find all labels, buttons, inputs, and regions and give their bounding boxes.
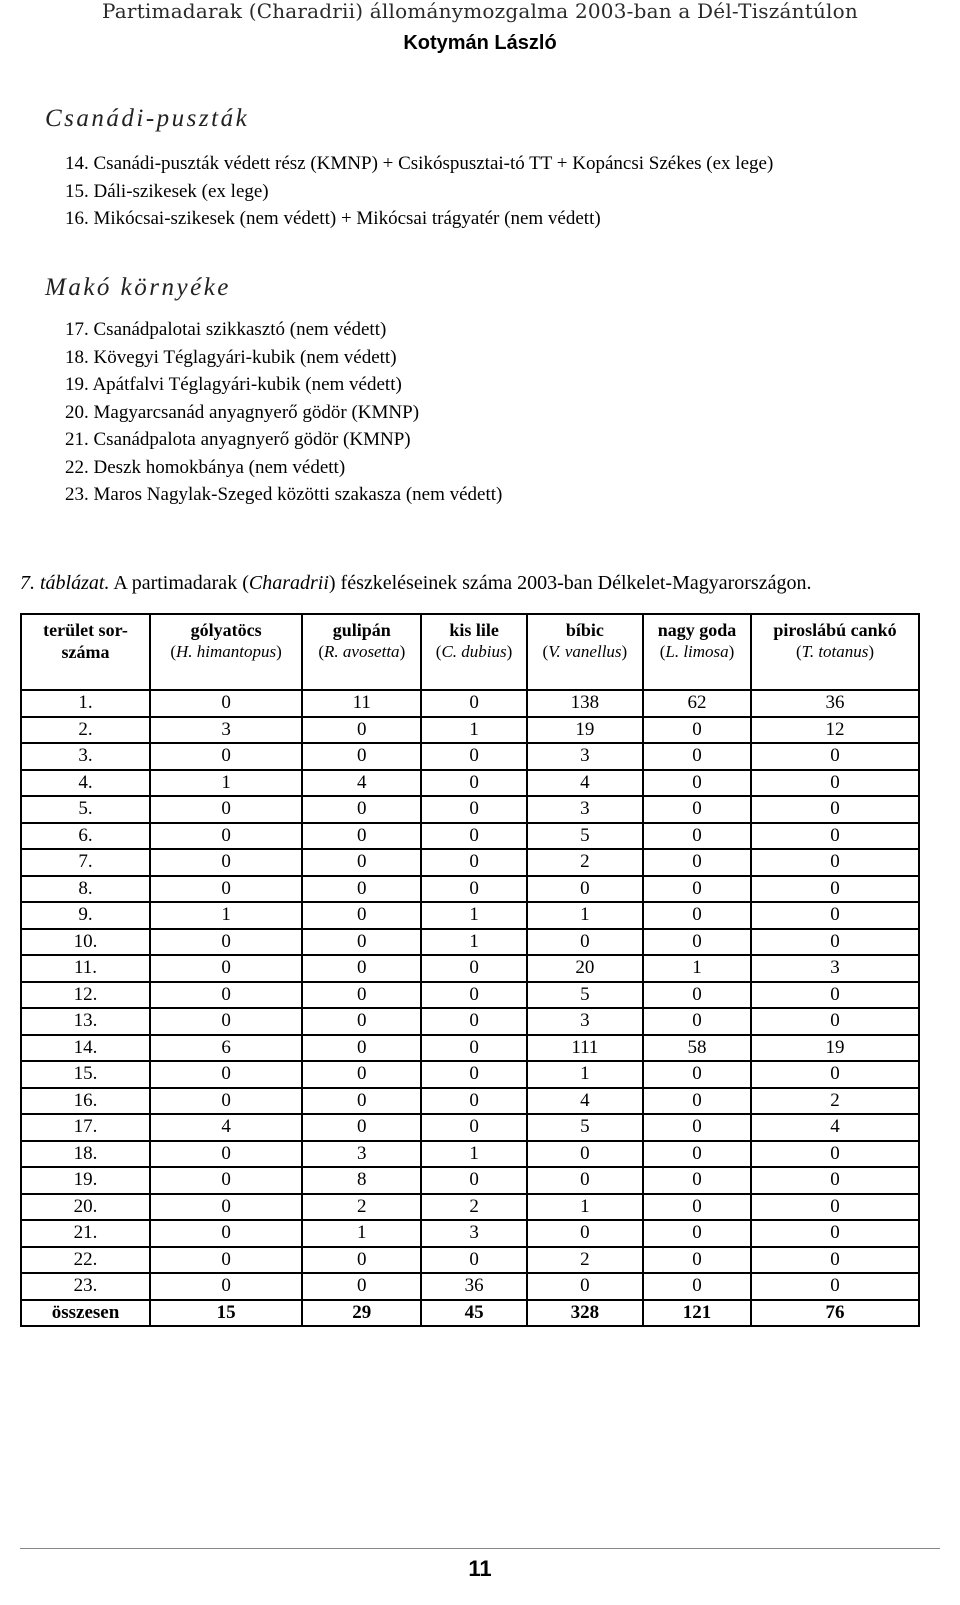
table-cell: 0 <box>302 1035 421 1062</box>
table-cell: 2 <box>421 1194 526 1221</box>
table-cell: 5 <box>527 982 643 1009</box>
table-cell: 1 <box>150 770 302 797</box>
table-cell: 0 <box>643 770 751 797</box>
section-heading: Csanádi-puszták <box>45 105 250 132</box>
table-cell: 0 <box>150 1088 302 1115</box>
table-row <box>21 1194 919 1221</box>
table-cell: 1 <box>150 902 302 929</box>
table-cell: 0 <box>302 849 421 876</box>
table-cell: 3 <box>421 1220 526 1247</box>
caption-text: A partimadarak ( <box>109 572 249 594</box>
table-cell: 3 <box>150 717 302 744</box>
table-row <box>21 982 919 1009</box>
table-cell: 1 <box>527 1061 643 1088</box>
row-number-cell: 21. <box>21 1220 150 1247</box>
table-cell: 0 <box>643 1220 751 1247</box>
table-cell: 0 <box>150 876 302 903</box>
table-cell: 0 <box>751 743 919 770</box>
table-row <box>21 1141 919 1168</box>
table-cell: 0 <box>150 823 302 850</box>
running-title: Partimadarak (Charadrii) állománymozgalma 2003-ban a Dél-Tiszántúlon <box>102 0 858 23</box>
table-cell: 0 <box>150 1141 302 1168</box>
table-cell: 4 <box>527 770 643 797</box>
table-cell: 5 <box>527 823 643 850</box>
column-header-name: kis lile <box>449 620 499 640</box>
table-cell: 0 <box>302 929 421 956</box>
table-cell: 0 <box>751 1220 919 1247</box>
table-cell: 1 <box>302 1220 421 1247</box>
table-row <box>21 1273 919 1300</box>
column-header <box>751 614 919 690</box>
table-row <box>21 1114 919 1141</box>
table-cell: 0 <box>421 823 526 850</box>
table-cell: 0 <box>527 1273 643 1300</box>
total-cell: 328 <box>527 1300 643 1327</box>
column-header-scientific-name: (R. avosetta) <box>318 642 406 661</box>
table-cell: 0 <box>643 876 751 903</box>
table-cell: 4 <box>302 770 421 797</box>
table-cell: 0 <box>643 1247 751 1274</box>
list-item: 22. Deszk homokbánya (nem védett) <box>65 456 346 478</box>
site-list <box>45 151 925 234</box>
table-cell: 0 <box>643 717 751 744</box>
page-number: 11 <box>468 1556 492 1581</box>
table-cell: 0 <box>150 1167 302 1194</box>
table-cell: 8 <box>302 1167 421 1194</box>
table-cell: 0 <box>421 743 526 770</box>
row-number-cell: 14. <box>21 1035 150 1062</box>
scientific-name-text: R. avosetta <box>324 642 400 661</box>
table-cell: 1 <box>421 902 526 929</box>
table-cell: 12 <box>751 717 919 744</box>
total-cell: 76 <box>751 1300 919 1327</box>
table-cell: 0 <box>643 982 751 1009</box>
row-number-cell: 13. <box>21 1008 150 1035</box>
table-cell: 3 <box>527 796 643 823</box>
total-cell: 29 <box>302 1300 421 1327</box>
caption-lead: 7. táblázat. <box>20 572 110 594</box>
table-cell: 0 <box>751 1141 919 1168</box>
row-number-cell: 19. <box>21 1167 150 1194</box>
table-cell: 4 <box>751 1114 919 1141</box>
list-item: 20. Magyarcsanád anyagnyerő gödör (KMNP) <box>65 401 420 423</box>
table-cell: 0 <box>421 770 526 797</box>
row-number-cell: 1. <box>21 690 150 717</box>
table-cell: 4 <box>150 1114 302 1141</box>
table-row <box>21 743 919 770</box>
row-number-cell: 6. <box>21 823 150 850</box>
table-row <box>21 955 919 982</box>
row-number-cell: 23. <box>21 1273 150 1300</box>
table-cell: 0 <box>643 743 751 770</box>
column-header-scientific-name: (T. totanus) <box>795 642 875 661</box>
running-author: Kotymán László <box>403 32 557 54</box>
table-cell: 0 <box>150 1061 302 1088</box>
table-cell: 3 <box>527 743 643 770</box>
table-cell: 0 <box>643 929 751 956</box>
table-cell: 3 <box>302 1141 421 1168</box>
row-number-cell: 3. <box>21 743 150 770</box>
table-cell: 2 <box>302 1194 421 1221</box>
column-header-name: bíbic <box>565 620 604 640</box>
table-cell: 0 <box>751 796 919 823</box>
table-cell: 0 <box>643 823 751 850</box>
table-cell: 0 <box>751 1247 919 1274</box>
row-number-cell: 12. <box>21 982 150 1009</box>
table-cell: 36 <box>751 690 919 717</box>
table-cell: 0 <box>643 902 751 929</box>
list-item: 18. Kövegyi Téglagyári-kubik (nem védett) <box>65 346 397 368</box>
list-item: 14. Csanádi-puszták védett rész (KMNP) + Csikóspusztai-tó TT + Kopáncsi Székes (ex lege) <box>65 153 774 174</box>
list-item: 23. Maros Nagylak-Szeged közötti szakasza (nem védett) <box>65 484 503 505</box>
table-row <box>21 1220 919 1247</box>
table-cell: 0 <box>150 743 302 770</box>
table-header-row <box>21 614 919 690</box>
table-row <box>21 902 919 929</box>
row-number-cell: 11. <box>21 955 150 982</box>
site-list <box>45 317 925 510</box>
column-header <box>21 614 150 690</box>
table-cell: 0 <box>527 876 643 903</box>
row-number-cell: 22. <box>21 1247 150 1274</box>
column-header <box>643 614 751 690</box>
total-row <box>21 1300 919 1327</box>
row-number-cell: 8. <box>21 876 150 903</box>
table-cell: 0 <box>421 690 526 717</box>
table-cell: 0 <box>302 1247 421 1274</box>
column-header <box>150 614 302 690</box>
table-cell: 1 <box>421 929 526 956</box>
table-cell: 0 <box>751 849 919 876</box>
table-row <box>21 1247 919 1274</box>
row-number-cell: 10. <box>21 929 150 956</box>
column-header-name: piroslábú cankó <box>773 620 897 640</box>
scientific-name-text: V. vanellus <box>548 642 622 661</box>
row-number-cell: 17. <box>21 1114 150 1141</box>
total-cell: 45 <box>421 1300 526 1327</box>
table-cell: 1 <box>643 955 751 982</box>
table-cell: 2 <box>527 849 643 876</box>
section-heading: Makó környéke <box>45 274 231 301</box>
total-label-cell: összesen <box>21 1300 150 1327</box>
table-row <box>21 796 919 823</box>
table-row <box>21 823 919 850</box>
table-cell: 0 <box>751 902 919 929</box>
row-number-cell: 5. <box>21 796 150 823</box>
table-cell: 3 <box>527 1008 643 1035</box>
table-cell: 0 <box>643 1061 751 1088</box>
table-cell: 0 <box>751 1273 919 1300</box>
table-cell: 0 <box>421 1114 526 1141</box>
total-cell: 121 <box>643 1300 751 1327</box>
table-cell: 1 <box>421 1141 526 1168</box>
table-cell: 5 <box>527 1114 643 1141</box>
table-cell: 0 <box>751 1061 919 1088</box>
table-cell: 36 <box>421 1273 526 1300</box>
table-cell: 0 <box>643 1273 751 1300</box>
table-cell: 3 <box>751 955 919 982</box>
table-cell: 0 <box>643 796 751 823</box>
column-header-scientific-name: (H. himantopus) <box>170 642 282 661</box>
table-row <box>21 717 919 744</box>
caption-text-end: ) fészkeléseinek száma 2003-ban Délkelet-Magyarországon. <box>328 572 812 594</box>
table-cell: 0 <box>421 1088 526 1115</box>
table-cell: 0 <box>302 982 421 1009</box>
table-cell: 0 <box>527 1167 643 1194</box>
column-header-name: terület sor-száma <box>43 620 128 662</box>
table-cell: 0 <box>643 849 751 876</box>
table-row <box>21 1008 919 1035</box>
column-header <box>302 614 421 690</box>
table-body <box>21 690 919 1326</box>
list-item: 17. Csanádpalotai szikkasztó (nem védett) <box>65 319 387 340</box>
list-item: 15. Dáli-szikesek (ex lege) <box>65 180 269 202</box>
table-row <box>21 849 919 876</box>
table-cell: 0 <box>302 796 421 823</box>
list-item: 19. Apátfalvi Téglagyári-kubik (nem védett) <box>65 374 402 395</box>
section-csanadi-pusztak <box>45 105 925 234</box>
table-cell: 0 <box>302 955 421 982</box>
column-header-scientific-name: (L. limosa) <box>659 642 735 661</box>
row-number-cell: 4. <box>21 770 150 797</box>
table-cell: 0 <box>302 1061 421 1088</box>
table-cell: 0 <box>751 1194 919 1221</box>
row-number-cell: 2. <box>21 717 150 744</box>
list-item: 16. Mikócsai-szikesek (nem védett) + Mikócsai trágyatér (nem védett) <box>65 208 601 229</box>
table-cell: 0 <box>421 796 526 823</box>
row-number-cell: 18. <box>21 1141 150 1168</box>
column-header-name: gólyatöcs <box>190 620 262 640</box>
table-cell: 0 <box>302 1273 421 1300</box>
table-cell: 0 <box>751 770 919 797</box>
table-cell: 1 <box>527 902 643 929</box>
table-cell: 0 <box>751 982 919 1009</box>
row-number-cell: 16. <box>21 1088 150 1115</box>
table-cell: 0 <box>421 982 526 1009</box>
table-cell: 1 <box>527 1194 643 1221</box>
table-cell: 0 <box>527 1220 643 1247</box>
table-cell: 20 <box>527 955 643 982</box>
table-row <box>21 929 919 956</box>
list-item: 21. Csanádpalota anyagnyerő gödör (KMNP) <box>65 429 411 450</box>
scientific-name-text: T. totanus <box>801 642 869 661</box>
table-cell: 0 <box>643 1167 751 1194</box>
table-cell: 0 <box>150 1247 302 1274</box>
table-cell: 0 <box>302 743 421 770</box>
table-cell: 0 <box>421 1035 526 1062</box>
table-cell: 0 <box>421 1167 526 1194</box>
table-cell: 0 <box>421 1061 526 1088</box>
table-cell: 0 <box>751 1008 919 1035</box>
table-cell: 0 <box>302 1114 421 1141</box>
table-cell: 4 <box>527 1088 643 1115</box>
table-cell: 111 <box>527 1035 643 1062</box>
column-header-name: nagy goda <box>657 620 737 640</box>
row-number-cell: 9. <box>21 902 150 929</box>
scientific-name-text: H. himantopus <box>176 642 277 661</box>
column-header-name: gulipán <box>332 620 391 640</box>
table-cell: 0 <box>643 1194 751 1221</box>
table-cell: 0 <box>421 1247 526 1274</box>
table-cell: 0 <box>150 955 302 982</box>
table-cell: 2 <box>751 1088 919 1115</box>
table-cell: 0 <box>751 876 919 903</box>
table-caption <box>20 571 940 595</box>
table-row <box>21 1167 919 1194</box>
table-cell: 11 <box>302 690 421 717</box>
column-header <box>421 614 526 690</box>
table-cell: 6 <box>150 1035 302 1062</box>
footer-rule <box>20 1548 940 1549</box>
column-header-scientific-name: (V. vanellus) <box>542 642 628 661</box>
table-cell: 0 <box>150 849 302 876</box>
table-cell: 0 <box>302 823 421 850</box>
table-cell: 58 <box>643 1035 751 1062</box>
scientific-name-text: C. dubius <box>441 642 507 661</box>
table-cell: 0 <box>527 929 643 956</box>
table-cell: 62 <box>643 690 751 717</box>
table-cell: 0 <box>150 982 302 1009</box>
column-header-scientific-name: (C. dubius) <box>435 642 513 661</box>
row-number-cell: 7. <box>21 849 150 876</box>
table-row <box>21 1035 919 1062</box>
table-cell: 19 <box>527 717 643 744</box>
table-cell: 0 <box>643 1141 751 1168</box>
table-cell: 0 <box>421 1008 526 1035</box>
table-cell: 0 <box>421 849 526 876</box>
table-row <box>21 690 919 717</box>
column-header <box>527 614 643 690</box>
table-cell: 0 <box>302 1008 421 1035</box>
table-cell: 0 <box>150 929 302 956</box>
table-cell: 0 <box>150 1194 302 1221</box>
table-cell: 0 <box>643 1114 751 1141</box>
table-cell: 19 <box>751 1035 919 1062</box>
nesting-table <box>20 613 920 1327</box>
table-cell: 1 <box>421 717 526 744</box>
table-row <box>21 1061 919 1088</box>
table-cell: 0 <box>150 796 302 823</box>
table-cell: 138 <box>527 690 643 717</box>
table-cell: 0 <box>751 929 919 956</box>
table-cell: 0 <box>527 1141 643 1168</box>
scientific-name-text: L. limosa <box>665 642 729 661</box>
total-cell: 15 <box>150 1300 302 1327</box>
table-cell: 0 <box>751 823 919 850</box>
caption-taxon: Charadrii <box>248 572 329 594</box>
table-cell: 0 <box>302 876 421 903</box>
table-cell: 0 <box>643 1088 751 1115</box>
row-number-cell: 20. <box>21 1194 150 1221</box>
table-cell: 0 <box>150 1008 302 1035</box>
table-cell: 0 <box>150 690 302 717</box>
table-cell: 0 <box>150 1273 302 1300</box>
table-cell: 0 <box>302 717 421 744</box>
row-number-cell: 15. <box>21 1061 150 1088</box>
table-cell: 0 <box>421 876 526 903</box>
table-cell: 0 <box>302 902 421 929</box>
section-mako-kornyeke <box>45 274 925 510</box>
table-row <box>21 770 919 797</box>
table-cell: 2 <box>527 1247 643 1274</box>
table-cell: 0 <box>643 1008 751 1035</box>
table-row <box>21 1088 919 1115</box>
table-cell: 0 <box>421 955 526 982</box>
table-cell: 0 <box>302 1088 421 1115</box>
table-row <box>21 876 919 903</box>
table-cell: 0 <box>751 1167 919 1194</box>
table-cell: 0 <box>150 1220 302 1247</box>
